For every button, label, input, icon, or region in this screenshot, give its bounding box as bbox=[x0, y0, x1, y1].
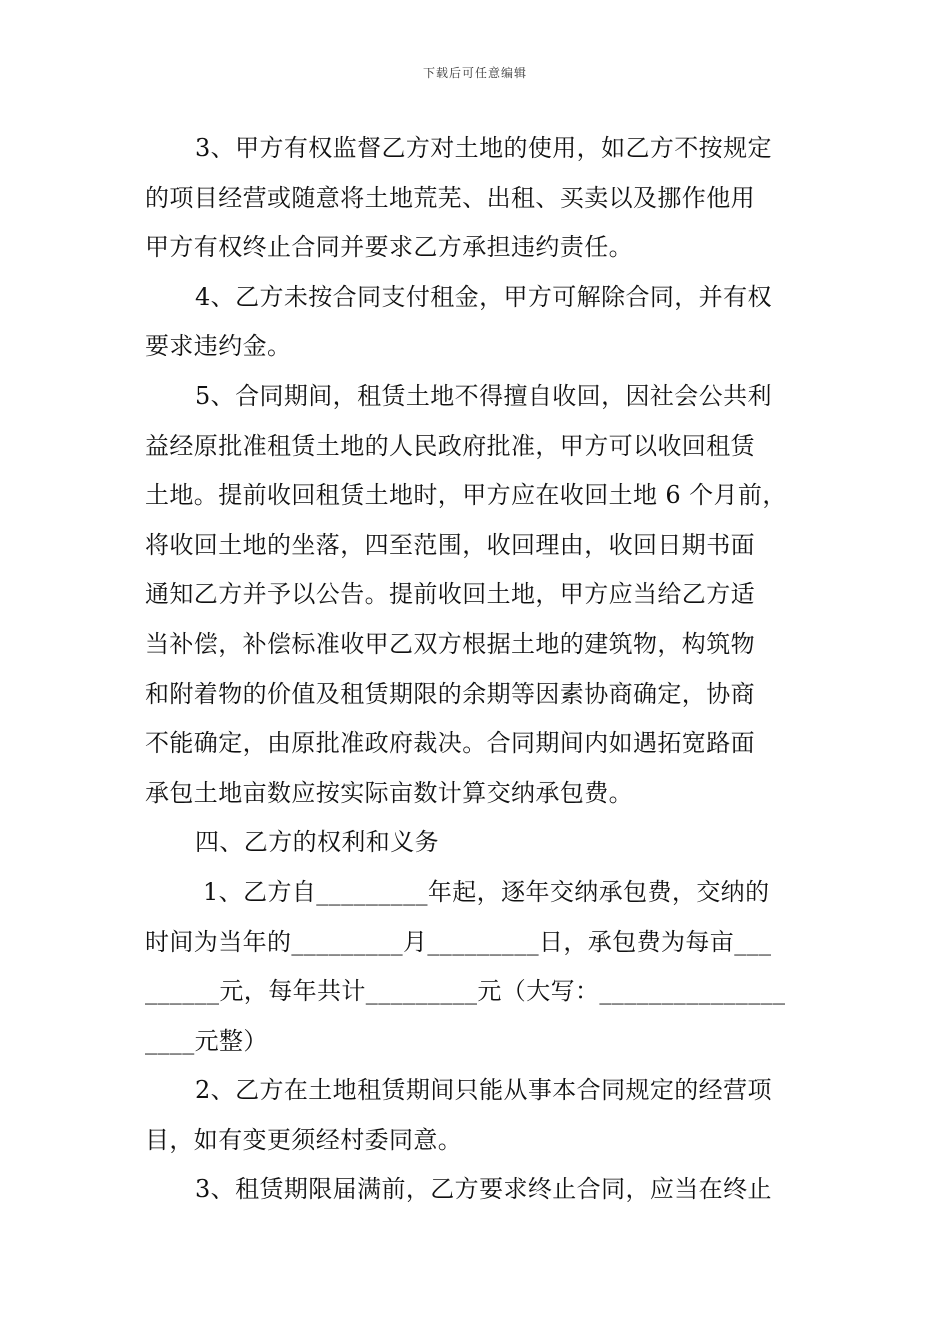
text-line: 4、乙方未按合同支付租金，甲方可解除合同，并有权 bbox=[195, 282, 772, 311]
text-line: 1、乙方自_________年起，逐年交纳承包费，交纳的 bbox=[203, 877, 770, 906]
text-line: 和附着物的价值及租赁期限的余期等因素协商确定，协商 bbox=[145, 679, 755, 708]
text-line: 5、合同期间，租赁土地不得擅自收回，因社会公共利 bbox=[195, 381, 772, 410]
text-line: 当补偿，补偿标准收甲乙双方根据土地的建筑物，构筑物 bbox=[145, 629, 755, 658]
text-line: 益经原批准租赁土地的人民政府批准，甲方可以收回租赁 bbox=[145, 431, 755, 460]
text-line: 的项目经营或随意将土地荒芜、出租、买卖以及挪作他用 bbox=[145, 183, 755, 212]
text-line: 土地。提前收回租赁土地时，甲方应在收回土地 6 个月前， bbox=[145, 481, 787, 510]
text-line: ______元，每年共计_________元（大写：_______________ bbox=[145, 977, 786, 1006]
text-line: 3、甲方有权监督乙方对土地的使用，如乙方不按规定 bbox=[195, 134, 772, 162]
text-line: ____元整） bbox=[145, 1026, 268, 1055]
text-line: 不能确定，由原批准政府裁决。合同期间内如遇拓宽路面 bbox=[145, 729, 755, 758]
text-line: 要求违约金。 bbox=[145, 332, 292, 361]
text-line: 目，如有变更须经村委同意。 bbox=[145, 1125, 463, 1154]
text-line: 2、乙方在土地租赁期间只能从事本合同规定的经营项 bbox=[195, 1076, 772, 1105]
section-heading: 四、乙方的权利和义务 bbox=[195, 828, 439, 857]
text-line: 3、租赁期限届满前，乙方要求终止合同，应当在终止 bbox=[195, 1175, 772, 1204]
text-line: 甲方有权终止合同并要求乙方承担违约责任。 bbox=[145, 233, 633, 262]
text-line: 将收回土地的坐落，四至范围，收回理由，收回日期书面 bbox=[145, 530, 755, 559]
page-header: 下载后可任意编辑 bbox=[422, 66, 527, 80]
document-body bbox=[145, 124, 807, 1215]
text-line: 通知乙方并予以公告。提前收回土地，甲方应当给乙方适 bbox=[145, 580, 755, 609]
text-line: 时间为当年的_________月_________日，承包费为每亩___ bbox=[145, 927, 772, 956]
text-line: 承包土地亩数应按实际亩数计算交纳承包费。 bbox=[145, 778, 633, 807]
